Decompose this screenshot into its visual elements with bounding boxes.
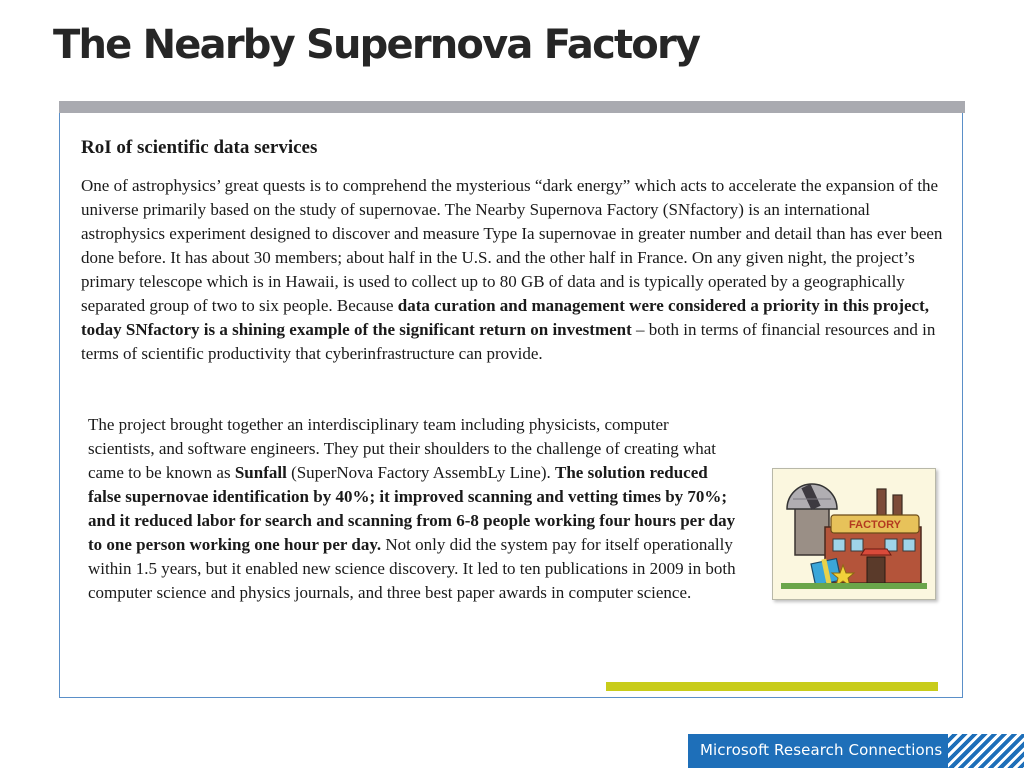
- section-heading: RoI of scientific data services: [81, 137, 318, 158]
- intro-bold-1: data curation and management were considered a priority in this project, today SNfactory is a shining example of the significant return on investment: [81, 296, 929, 339]
- slide-title: The Nearby Supernova Factory: [53, 22, 700, 68]
- content-box-top-bar: [59, 101, 965, 113]
- factory-illustration: [773, 469, 935, 599]
- intro-text-2: – both in terms of financial resources and in terms of scientific productivity that cyberinfrastructure can provide.: [81, 320, 936, 363]
- observatory-factory-icon: [772, 468, 936, 600]
- footer-banner: [688, 734, 1024, 768]
- sunfall-paragraph: [88, 413, 736, 605]
- footer-label: Microsoft Research Connections: [700, 741, 943, 759]
- sunfall-text-2: (SuperNova Factory AssembLy Line).: [286, 463, 555, 482]
- sunfall-text-1: The project brought together an interdisciplinary team including physicists, computer scientists, and software engineers. They put their shoulders to the challenge of creating what came to be known as: [88, 415, 717, 482]
- footer-stripes: [948, 734, 1024, 768]
- factory-sign: FACTORY: [849, 519, 901, 531]
- intro-text-1: One of astrophysics’ great quests is to comprehend the mysterious “dark energy” which acts to accelerate the expansion of the universe primarily based on the study of supernovae. The Nearby Supernova Factory (SNfactory) is an international astrophysics experiment designed to discover and measure Type Ia supernovae in greater number and detail than has ever been done before. It has about 30 members; about half in the U.S. and the other half in France. On any given night, the project’s primary telescope which is in Hawaii, is used to collect up to 80 GB of data and is typically operated by a geographically separated group of two to six people. Because: [81, 176, 943, 315]
- accent-bar: [606, 682, 938, 691]
- intro-paragraph: [81, 174, 951, 366]
- sunfall-name: Sunfall: [234, 463, 287, 482]
- sunfall-text-3: Not only did the system pay for itself operationally within 1.5 years, but it enabled new science discovery. It led to ten publications in 2009 in both computer science and physics journals, and three best paper awards in computer science.: [88, 535, 736, 602]
- sunfall-results: The solution reduced false supernovae identification by 40%; it improved scanning and vetting times by 70%; and it reduced labor for search and scanning from 6-8 people working four hours per day to one person working one hour per day.: [88, 463, 736, 554]
